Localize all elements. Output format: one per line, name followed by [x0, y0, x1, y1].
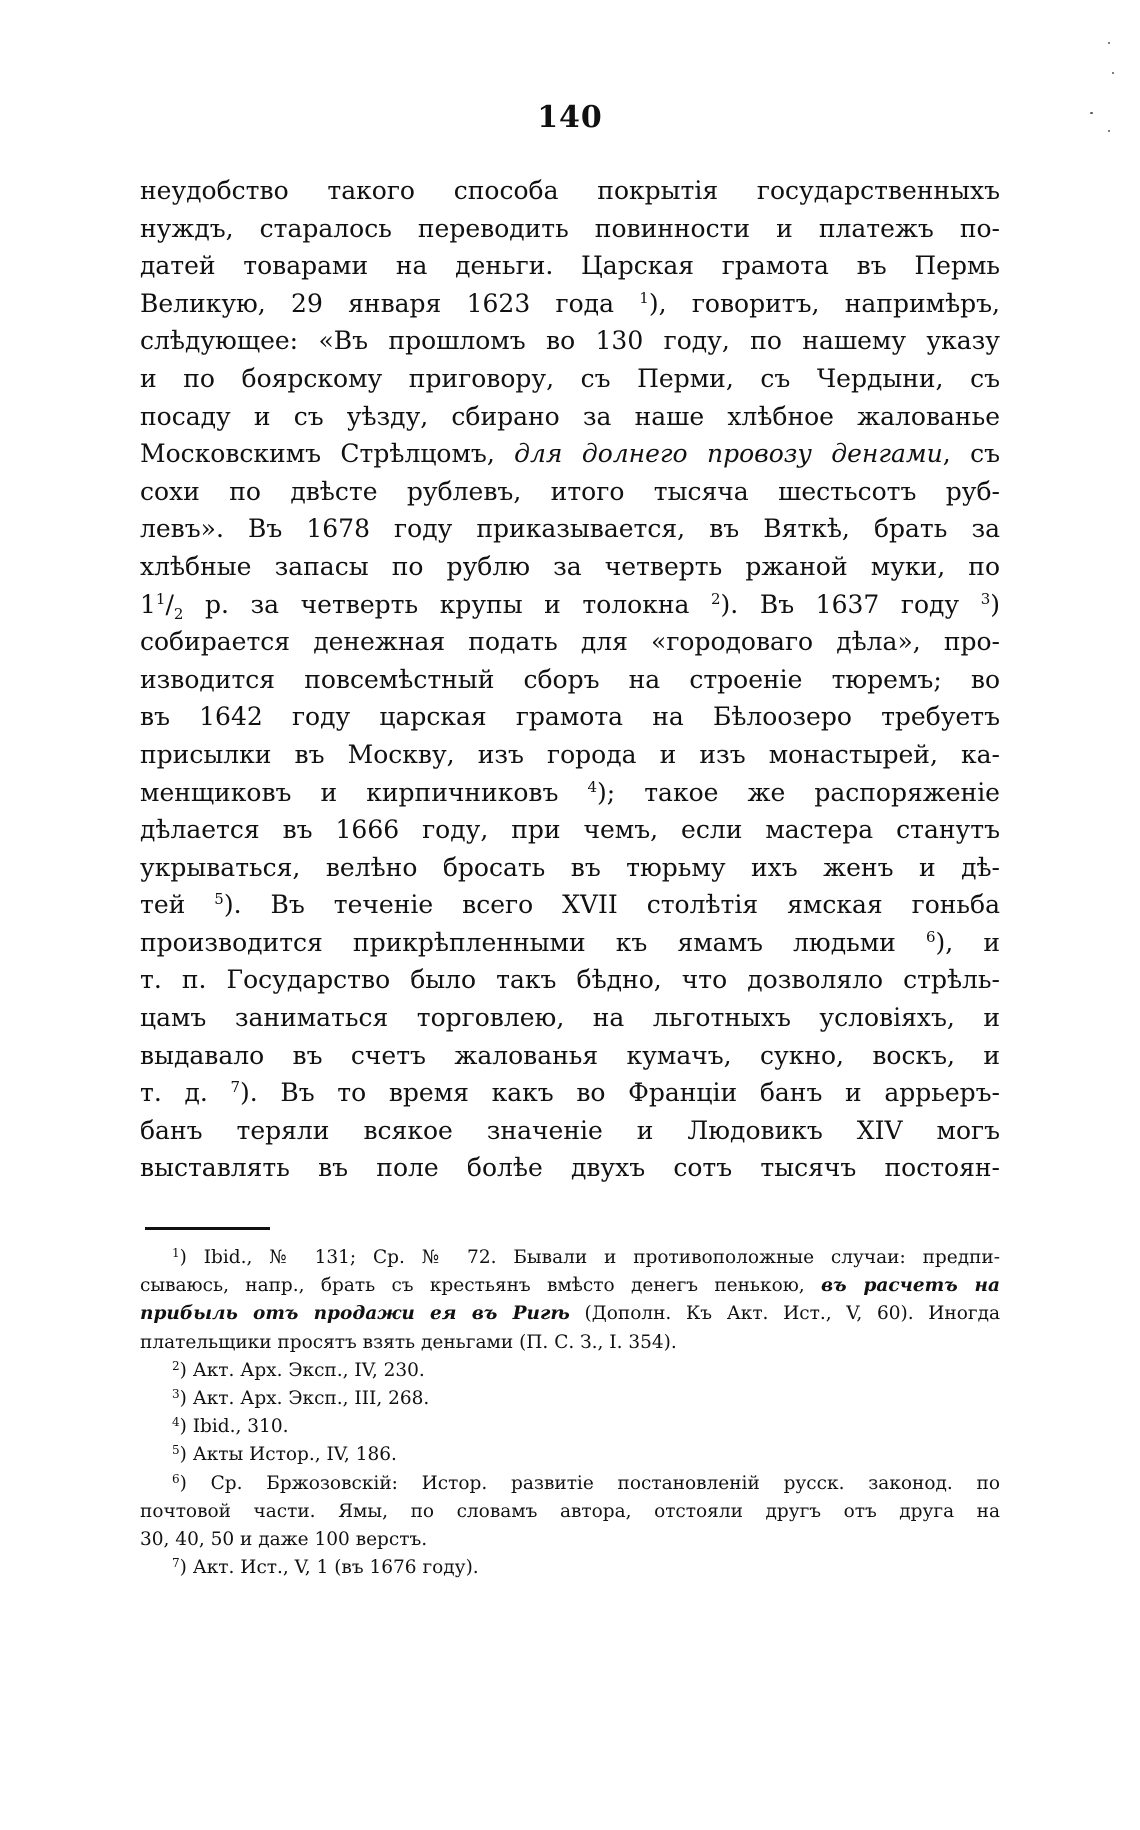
footnote-separator	[145, 1227, 270, 1230]
text-line	[140, 210, 1000, 248]
scan-speck	[1090, 112, 1093, 114]
text-run: посаду и съ уѣзду, сбирано за наше хлѣбное жалованье	[140, 401, 1000, 431]
text-run: нуждъ, старалось переводить повинности и платежъ по-	[140, 213, 1000, 243]
footnote-number: 5	[172, 1443, 180, 1458]
footnote	[140, 1357, 1000, 1385]
text-run: , съ	[942, 439, 1000, 469]
footnote-ref: 2	[711, 589, 721, 608]
text-line	[140, 886, 1000, 924]
text-line	[140, 736, 1000, 774]
footnote	[140, 1385, 1000, 1413]
text-run: ), и	[935, 927, 1000, 957]
text-run: ) Акт. Арх. Эксп., III, 268.	[179, 1387, 430, 1409]
text-run: ) Акты Истор., IV, 186.	[179, 1444, 397, 1466]
text-run: ); такое же распоряженіе	[596, 777, 1000, 807]
footnote-line	[140, 1498, 1000, 1526]
text-run: цамъ заниматься торговлею, на льготныхъ условіяхъ, и	[140, 1003, 1000, 1033]
footnote-line	[140, 1385, 1000, 1413]
text-run: выдавало въ счетъ жалованья кумачъ, сукно, воскъ, и	[140, 1040, 1000, 1070]
text-run: ). Въ 1637 году	[720, 589, 981, 619]
text-line	[140, 924, 1000, 962]
text-run: т. д.	[140, 1078, 231, 1108]
footnote-line	[140, 1300, 1000, 1328]
text-run: ) Акт. Ист., V, 1 (въ 1676 году).	[179, 1557, 479, 1579]
text-line	[140, 961, 1000, 999]
text-run: хлѣбные запасы по рублю за четверть ржаной муки, по	[140, 551, 1000, 581]
text-line	[140, 698, 1000, 736]
footnote	[140, 1244, 1000, 1357]
scan-speck	[1112, 72, 1114, 74]
footnote-number: 3	[172, 1386, 180, 1401]
footnote-line	[140, 1554, 1000, 1582]
italic-text: прибыль отъ продажи ея въ Ригѣ	[140, 1303, 570, 1325]
footnote	[140, 1441, 1000, 1469]
text-run: )	[990, 589, 1001, 619]
text-line	[140, 322, 1000, 360]
text-line	[140, 849, 1000, 887]
footnote-ref: 6	[925, 927, 936, 946]
text-run: 1	[140, 589, 156, 619]
footnote	[140, 1554, 1000, 1582]
text-run: тей	[140, 890, 215, 920]
text-line	[140, 1074, 1000, 1112]
footnote-line	[140, 1470, 1000, 1498]
text-line	[140, 473, 1000, 511]
text-run: плательщики просятъ взять деньгами (П. С. З., I. 354).	[140, 1331, 677, 1353]
footnote-line	[140, 1441, 1000, 1469]
text-line	[140, 811, 1000, 849]
text-run: и по боярскому приговору, съ Перми, съ Чердыни, съ	[140, 363, 1000, 393]
text-line	[140, 548, 1000, 586]
text-run: производится прикрѣпленными къ ямамъ людьми	[140, 927, 926, 957]
fraction-denominator: 2	[173, 604, 184, 623]
text-run: сохи по двѣсте рублевъ, итого тысяча шестьсотъ руб-	[140, 476, 1000, 506]
text-run: Великую, 29 января 1623 года	[140, 288, 640, 318]
text-run: собирается денежная подать для «городоваго дѣла», про-	[140, 627, 1000, 657]
text-run: ) Ibid., № 131; Ср. № 72. Бывали и противоположные случаи: предпи-	[179, 1247, 1000, 1268]
text-run: въ 1642 году царская грамота на Бѣлоозеро требуетъ	[140, 702, 1000, 732]
text-run: 30, 40, 50 и даже 100 верстъ.	[140, 1528, 428, 1550]
footnote-ref: 4	[587, 777, 597, 796]
page-number: 140	[537, 100, 603, 135]
footnote-ref: 5	[214, 890, 224, 909]
text-line	[140, 510, 1000, 548]
text-run: ) Ibid., 310.	[179, 1416, 289, 1438]
text-run: менщиковъ и кирпичниковъ	[140, 777, 588, 807]
text-line	[140, 623, 1000, 661]
text-run: т. п. Государство было такъ бѣдно, что дозволяло стрѣль-	[140, 965, 1000, 995]
footnote-ref: 1	[639, 288, 649, 307]
footnote-line	[140, 1272, 1000, 1300]
text-run: Московскимъ Стрѣлцомъ,	[140, 439, 515, 469]
footnote-line	[140, 1413, 1000, 1441]
text-run: почтовой части. Ямы, по словамъ автора, отстояли другъ отъ друга на	[140, 1500, 1000, 1522]
text-run: /	[165, 589, 174, 619]
footnote	[140, 1413, 1000, 1441]
text-line	[140, 774, 1000, 812]
footnote-ref: 1	[155, 589, 166, 608]
scan-speck	[1108, 130, 1110, 132]
text-run: присылки въ Москву, изъ города и изъ монастырей, ка-	[140, 739, 1000, 769]
scan-speck	[1108, 42, 1110, 44]
text-line	[140, 435, 1000, 473]
footnote-ref: 7	[230, 1078, 240, 1097]
footnote	[140, 1470, 1000, 1555]
text-run: дѣлается въ 1666 году, при чемъ, если мастера станутъ	[140, 815, 1000, 845]
footnote-line	[140, 1329, 1000, 1357]
text-run: неудобство такого способа покрытія государственныхъ	[140, 176, 1000, 205]
footnote-number: 7	[172, 1556, 180, 1571]
italic-text: для долнего провозу денгами	[514, 439, 943, 469]
footnotes	[140, 1244, 1000, 1582]
text-run: укрываться, велѣно бросать въ тюрьму ихъ женъ и дѣ-	[140, 852, 1000, 882]
text-run: ) Акт. Арх. Эксп., IV, 230.	[179, 1359, 425, 1381]
text-run: слѣдующее: «Въ прошломъ во 130 году, по нашему указу	[140, 326, 1000, 356]
text-run: ). Въ то время какъ во Франціи банъ и аррьеръ-	[240, 1078, 1001, 1108]
text-run: (Дополн. Къ Акт. Ист., V, 60). Иногда	[569, 1303, 1000, 1325]
text-line	[140, 1112, 1000, 1150]
text-line	[140, 1149, 1000, 1187]
italic-text: въ расчетъ на	[821, 1275, 1000, 1297]
footnote-number: 6	[172, 1471, 180, 1486]
footnote-number: 1	[172, 1246, 180, 1260]
text-line	[140, 661, 1000, 699]
footnote-number: 2	[172, 1358, 180, 1373]
text-run: левъ». Въ 1678 году приказывается, въ Вяткѣ, брать за	[140, 514, 1000, 544]
text-line	[140, 247, 1000, 285]
main-text	[140, 172, 1000, 1187]
text-run: изводится повсемѣстный сборъ на строеніе тюремъ; во	[140, 664, 1000, 694]
text-line	[140, 172, 1000, 210]
text-run: р. за четверть крупы и толокна	[183, 589, 711, 619]
text-line	[140, 398, 1000, 436]
text-run: банъ теряли всякое значеніе и Людовикъ XIV могъ	[140, 1115, 1000, 1145]
text-line	[140, 360, 1000, 398]
text-run: выставлять въ поле болѣе двухъ сотъ тысячъ постоян-	[140, 1153, 1000, 1183]
footnote-number: 4	[172, 1415, 180, 1430]
footnote-line	[140, 1244, 1000, 1272]
footnote-line	[140, 1357, 1000, 1385]
text-run: сываюсь, напр., брать съ крестьянъ вмѣсто денегъ пенькою,	[140, 1275, 821, 1297]
text-run: ). Въ теченіе всего XVII столѣтія ямская гоньба	[223, 890, 1000, 920]
text-run: ) Ср. Бржозовскій: Истор. развитіе постановленій русск. законод. по	[179, 1472, 1000, 1494]
text-run: датей товарами на деньги. Царская грамота въ Пермь	[140, 251, 1000, 281]
footnote-ref: 3	[980, 589, 991, 608]
text-run: ), говоритъ, напримѣръ,	[648, 288, 1001, 318]
text-line	[140, 999, 1000, 1037]
text-line	[140, 1037, 1000, 1075]
text-line	[140, 285, 1000, 323]
footnote-line	[140, 1526, 1000, 1554]
text-line	[140, 586, 1000, 624]
